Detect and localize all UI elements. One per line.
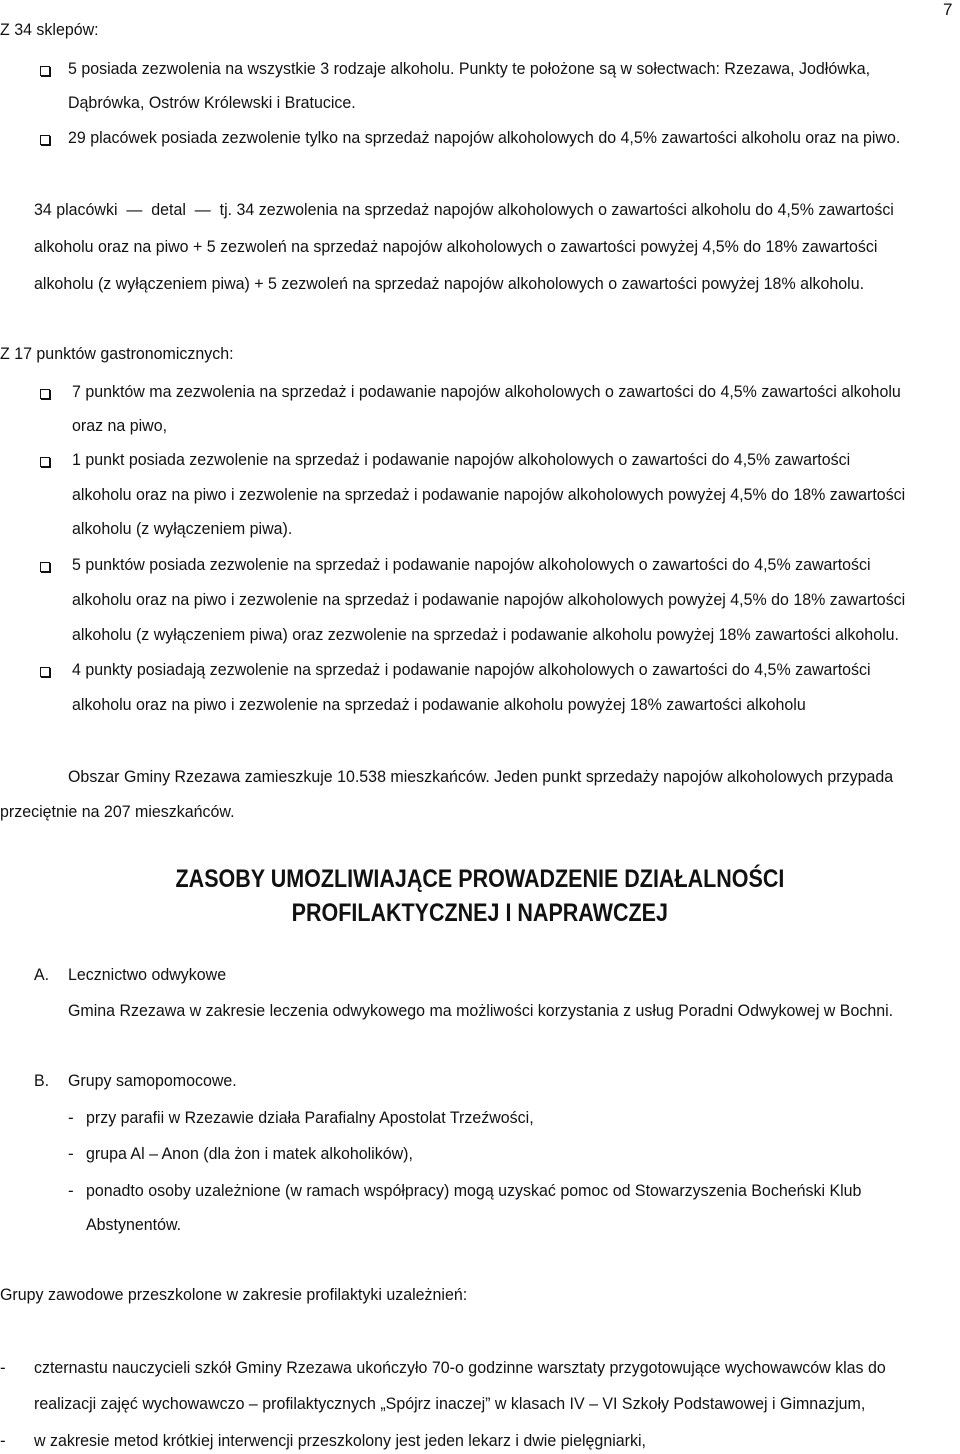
gastro-bullet-1-line-2: oraz na piwo, [72,416,168,435]
retail-line-2: alkoholu oraz na piwo + 5 zezwoleń na sprzedaż napojów alkoholowych o zawartości powyżej 4,5% do 18% zawartości [34,237,878,256]
shops-bullet-1-line-1: 5 posiada zezwolenia na wszystkie 3 rodzaje alkoholu. Punkty te położone są w sołectwach: Rzezawa, Jodłówka, [68,59,871,78]
dash-bullet: - [68,1108,74,1127]
professional-heading: Grupy zawodowe przeszkolone w zakresie profilaktyki uzależnień: [0,1285,468,1304]
dash-bullet: - [0,1358,6,1377]
gastro-bullet-2-line-1: 1 punkt posiada zezwolenie na sprzedaż i podawanie napojów alkoholowych o zawartości do 4,5% zawartości [72,450,851,469]
checkbox-bullet-icon [40,562,50,572]
professional-item-1-line-2: realizacji zajęć wychowawczo – profilaktycznych „Spójrz inaczej” w klasach IV – VI Szkoły Podstawowej i Gimnazjum, [34,1394,866,1413]
professional-item-2: w zakresie metod krótkiej interwencji przeszkolony jest jeden lekarz i dwie pielęgniarki, [34,1431,646,1450]
section-a-marker: A. [34,965,50,984]
gastro-bullet-3-line-3: alkoholu (z wyłączeniem piwa) oraz zezwolenie na sprzedaż i podawanie alkoholu powyżej 18% zawartości alkoholu. [72,625,899,644]
checkbox-bullet-icon [40,135,50,145]
professional-item-1-line-1: czternastu nauczycieli szkół Gminy Rzezawa ukończyło 70-o godzinne warsztaty przygotowujące wychowawców klas do [34,1358,886,1377]
section-title-line-1: ZASOBY UMOZLIWIAJĄCE PROWADZENIE DZIAŁALNOŚCI [175,865,785,893]
gastro-bullet-1-line-1: 7 punktów ma zezwolenia na sprzedaż i podawanie napojów alkoholowych o zawartości do 4,5% zawartości alkoholu [72,382,901,401]
section-b-marker: B. [34,1071,50,1090]
section-b-item-1: przy parafii w Rzezawie działa Parafialny Apostolat Trzeźwości, [86,1108,534,1127]
population-line-1: Obszar Gminy Rzezawa zamieszkuje 10.538 mieszkańców. Jeden punkt sprzedaży napojów alkoholowych przypada [68,767,894,786]
gastro-bullet-4-line-1: 4 punkty posiadają zezwolenie na sprzedaż i podawanie napojów alkoholowych o zawartości do 4,5% zawartości [72,660,871,679]
checkbox-bullet-icon [40,457,50,467]
section-b-heading: Grupy samopomocowe. [68,1071,237,1090]
population-line-2: przeciętnie na 207 mieszkańców. [0,802,235,821]
section-b-item-3-line-2: Abstynentów. [86,1215,182,1234]
gastro-bullet-2-line-3: alkoholu (z wyłączeniem piwa). [72,519,293,538]
shops-bullet-2-line-1: 29 placówek posiada zezwolenie tylko na sprzedaż napojów alkoholowych do 4,5% zawartości alkoholu oraz na piwo. [68,128,901,147]
shops-heading: Z 34 sklepów: [0,20,99,39]
dash-bullet: - [68,1181,74,1200]
checkbox-bullet-icon [40,66,50,76]
gastro-bullet-3-line-2: alkoholu oraz na piwo i zezwolenie na sprzedaż i podawanie napojów alkoholowych powyżej 4,5% do 18% zawartości [72,590,906,609]
section-a-heading: Lecznictwo odwykowe [68,965,227,984]
retail-line-3: alkoholu (z wyłączeniem piwa) + 5 zezwoleń na sprzedaż napojów alkoholowych o zawartości powyżej 18% alkoholu. [34,274,865,293]
page-number: 7 [943,0,953,19]
gastro-bullet-4-line-2: alkoholu oraz na piwo i zezwolenie na sprzedaż i podawanie alkoholu powyżej 18% zawartości alkoholu [72,695,806,714]
retail-line-1: 34 placówki — detal — tj. 34 zezwolenia na sprzedaż napojów alkoholowych o zawartości alkoholu do 4,5% zawartości [34,200,894,219]
gastro-heading: Z 17 punktów gastronomicznych: [0,344,234,363]
shops-bullet-1-line-2: Dąbrówka, Ostrów Królewski i Bratucice. [68,93,356,112]
gastro-bullet-3-line-1: 5 punktów posiada zezwolenie na sprzedaż i podawanie napojów alkoholowych o zawartości do 4,5% zawartości [72,555,871,574]
dash-bullet: - [68,1144,74,1163]
section-b-item-3-line-1: ponadto osoby uzależnione (w ramach współpracy) mogą uzyskać pomoc od Stowarzyszenia Bocheński Klub [86,1181,862,1200]
section-b-item-2: grupa Al – Anon (dla żon i matek alkoholików), [86,1144,413,1163]
section-a-text: Gmina Rzezawa w zakresie leczenia odwykowego ma możliwości korzystania z usług Poradni Odwykowej w Bochni. [68,1001,894,1020]
checkbox-bullet-icon [40,389,50,399]
checkbox-bullet-icon [40,667,50,677]
dash-bullet: - [0,1431,6,1450]
section-title-line-2: PROFILAKTYCZNEJ I NAPRAWCZEJ [291,899,669,927]
gastro-bullet-2-line-2: alkoholu oraz na piwo i zezwolenie na sprzedaż i podawanie napojów alkoholowych powyżej 4,5% do 18% zawartości [72,485,906,504]
